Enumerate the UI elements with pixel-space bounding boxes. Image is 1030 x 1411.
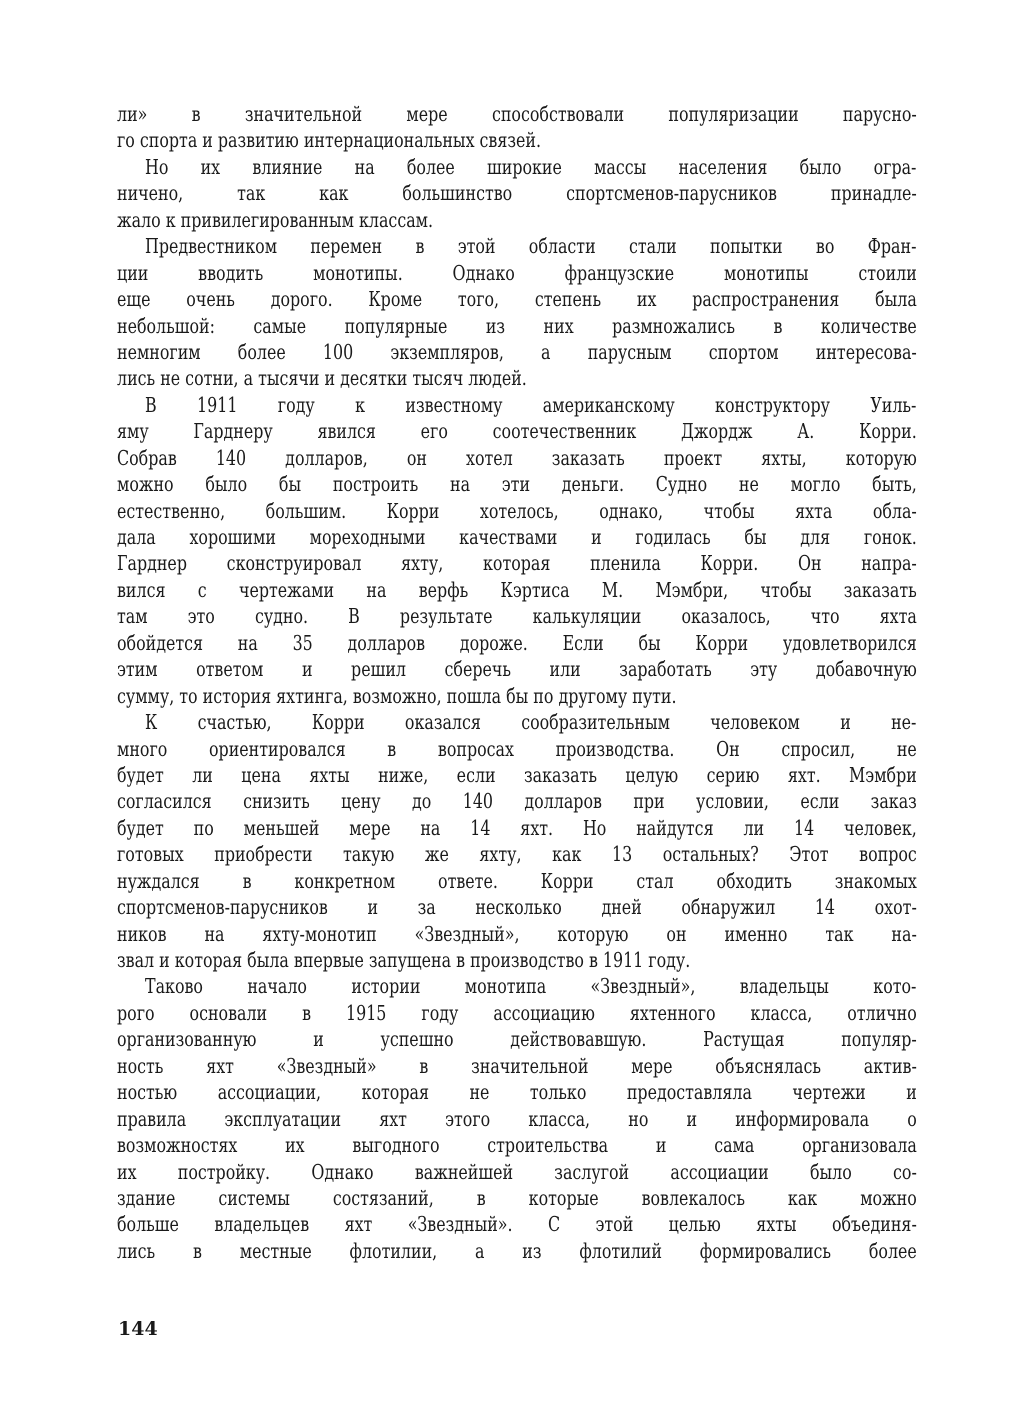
text-line-content: ли» в значительной мере способствовали популяризации парусно- xyxy=(117,102,917,126)
text-line-content: много ориентировался в вопросах производства. Он спросил, не xyxy=(117,736,917,761)
text-line-content: организованную и успешно действовавшую. Растущая популяр- xyxy=(117,1027,917,1052)
text-line xyxy=(117,841,917,867)
text-line-content: там это судно. В результате калькуляции оказалось, что яхта xyxy=(117,604,917,629)
text-line-content: яму Гарднеру явился его соотечественник Джордж А. Корри. xyxy=(117,419,917,444)
text-line xyxy=(117,1026,917,1052)
text-line-content: Таково начало истории монотипа «Звездный», владельцы кото- xyxy=(145,974,917,999)
text-line-content: В 1911 году к известному американскому конструктору Уиль- xyxy=(145,392,917,417)
text-line-content: немногим более 100 экземпляров, а парусным спортом интересова- xyxy=(117,339,917,364)
text-line xyxy=(117,233,917,259)
text-line-content: Предвестником перемен в этой области стали попытки во Фран- xyxy=(145,234,917,259)
text-line xyxy=(117,788,917,814)
text-line xyxy=(117,127,917,153)
text-line xyxy=(117,286,917,312)
text-line xyxy=(117,524,917,550)
text-line-content: Но их влияние на более широкие массы населения было огра- xyxy=(145,154,917,179)
text-line xyxy=(117,683,917,709)
paragraph-5 xyxy=(117,709,917,973)
text-line-content: жало к привилегированным классам. xyxy=(117,207,434,232)
text-line-content: готовых приобрести такую же яхту, как 13 остальных? Этот вопрос xyxy=(117,842,917,867)
text-line xyxy=(117,101,917,127)
text-line xyxy=(117,418,917,444)
paragraph-6 xyxy=(117,973,917,1264)
text-line-content: вился с чертежами на верфь Кэртиса М. Мэмбри, чтобы заказать xyxy=(117,577,917,602)
text-line xyxy=(117,815,917,841)
text-line xyxy=(117,445,917,471)
text-line xyxy=(117,550,917,576)
page-body xyxy=(117,101,917,1264)
text-line xyxy=(117,762,917,788)
text-line xyxy=(117,154,917,180)
text-line-content: ников на яхту-монотип «Звездный», которую он именно так на- xyxy=(117,921,917,946)
text-line xyxy=(117,1185,917,1211)
text-line xyxy=(117,656,917,682)
text-line xyxy=(117,365,917,391)
text-line-content: лись в местные флотилии, а из флотилий формировались более xyxy=(117,1238,917,1263)
text-line xyxy=(117,736,917,762)
text-line xyxy=(117,180,917,206)
text-line-content: Собрав 140 долларов, он хотел заказать проект яхты, которую xyxy=(117,445,917,470)
text-line-content: возможностях их выгодного строительства и сама организовала xyxy=(117,1133,917,1158)
text-line xyxy=(117,1132,917,1158)
text-line xyxy=(117,471,917,497)
text-line xyxy=(117,1053,917,1079)
paragraph-2 xyxy=(117,154,917,233)
text-line-content: рого основали в 1915 году ассоциацию яхтенного класса, отлично xyxy=(117,1000,917,1025)
text-line xyxy=(117,921,917,947)
text-line-content: естественно, большим. Корри хотелось, однако, чтобы яхта обла- xyxy=(117,498,917,523)
text-line xyxy=(117,1159,917,1185)
text-line-content: будет ли цена яхты ниже, если заказать целую серию яхт. Мэмбри xyxy=(117,762,917,787)
paragraph-4 xyxy=(117,392,917,709)
text-line xyxy=(117,1000,917,1026)
text-line-content: лись не сотни, а тысячи и десятки тысяч людей. xyxy=(117,366,527,391)
text-line-content: будет по меньшей мере на 14 яхт. Но найдутся ли 14 человек, xyxy=(117,815,917,840)
text-line-content: ции вводить монотипы. Однако французские монотипы стоили xyxy=(117,260,917,285)
text-line-content: дала хорошими мореходными качествами и годилась бы для гонок. xyxy=(117,525,917,549)
text-line-content: ничено, так как большинство спортсменов-парусников принадле- xyxy=(117,181,917,206)
text-line-content: К счастью, Корри оказался сообразительным человеком и не- xyxy=(145,710,917,735)
text-line-content: ностью ассоциации, которая не только предоставляла чертежи и xyxy=(117,1080,917,1105)
text-line-content: согласился снизить цену до 140 долларов при условии, если заказ xyxy=(117,789,917,814)
text-line xyxy=(117,498,917,524)
text-line xyxy=(117,313,917,339)
text-line xyxy=(117,868,917,894)
text-line-content: го спорта и развитию интернациональных связей. xyxy=(117,128,542,153)
text-line-content: больше владельцев яхт «Звездный». С этой целью яхты объединя- xyxy=(117,1212,917,1237)
text-line xyxy=(117,1238,917,1264)
text-line-content: сумму, то история яхтинга, возможно, пошла бы по другому пути. xyxy=(117,683,677,708)
paragraph-3 xyxy=(117,233,917,392)
text-line-content: нуждался в конкретном ответе. Корри стал обходить знакомых xyxy=(117,868,917,893)
text-line xyxy=(117,1106,917,1132)
paragraph-1 xyxy=(117,101,917,154)
text-line xyxy=(117,577,917,603)
text-line xyxy=(117,894,917,920)
text-line-content: можно было бы построить на эти деньги. Судно не могло быть, xyxy=(117,472,917,497)
text-line-content: спортсменов-парусников и за несколько дней обнаружил 14 охот- xyxy=(117,895,917,920)
text-line xyxy=(117,947,917,973)
text-line xyxy=(117,603,917,629)
text-line xyxy=(117,630,917,656)
text-line-content: ность яхт «Звездный» в значительной мере объяснялась актив- xyxy=(117,1053,917,1078)
text-line-content: обойдется на 35 долларов дороже. Если бы Корри удовлетворился xyxy=(117,630,917,655)
text-line xyxy=(117,1079,917,1105)
text-line xyxy=(117,260,917,286)
text-line xyxy=(117,1211,917,1237)
text-line-content: звал и которая была впервые запущена в производство в 1911 году. xyxy=(117,948,691,972)
text-line-content: здание системы состязаний, в которые вовлекалось как можно xyxy=(117,1185,917,1210)
text-line xyxy=(117,392,917,418)
text-line-content: их постройку. Однако важнейшей заслугой ассоциации было со- xyxy=(117,1159,917,1184)
text-line-content: небольшой: самые популярные из них размножались в количестве xyxy=(117,313,917,338)
text-line-content: еще очень дорого. Кроме того, степень их распространения была xyxy=(117,287,917,312)
text-line-content: этим ответом и решил сберечь или заработать эту добавочную xyxy=(117,657,917,682)
text-line xyxy=(117,709,917,735)
page-number: 144 xyxy=(118,1318,158,1340)
text-line-content: правила эксплуатации яхт этого класса, но и информировала о xyxy=(117,1106,917,1131)
text-line xyxy=(117,339,917,365)
text-line xyxy=(117,973,917,999)
text-line-content: Гарднер сконструировал яхту, которая пленила Корри. Он напра- xyxy=(117,551,917,576)
text-line xyxy=(117,207,917,233)
